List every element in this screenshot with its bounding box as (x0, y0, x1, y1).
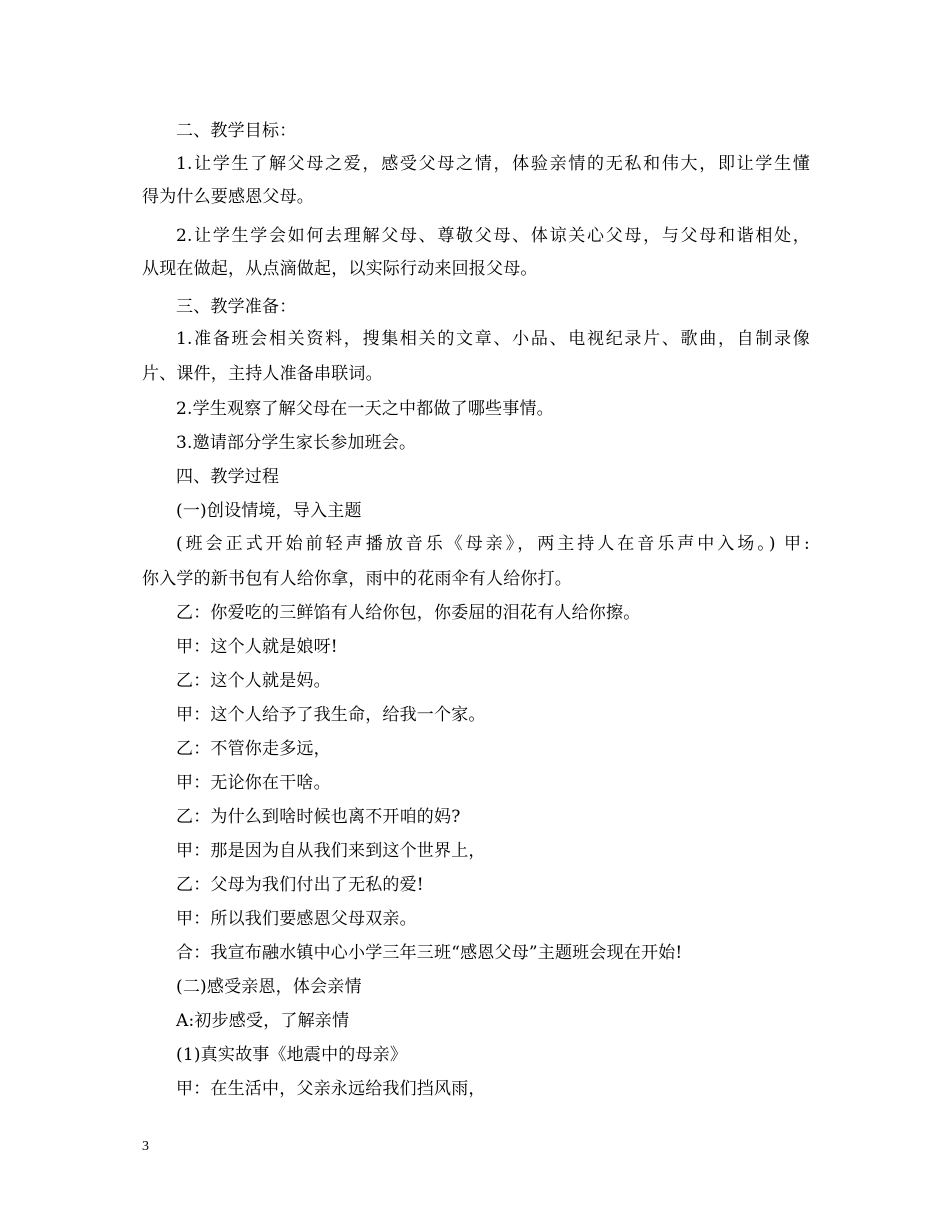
paragraph-line: 得为什么要感恩父母。 (142, 187, 314, 207)
paragraph-line: 2.让学生学会如何去理解父母、尊敬父母、体谅关心父母，与父母和谐相处， (176, 226, 810, 246)
dialogue-line: 甲：这个人就是娘呀! (176, 637, 338, 657)
dialogue-line: 乙：不管你走多远， (176, 739, 331, 759)
paragraph-line: (班会正式开始前轻声播放音乐《母亲》，两主持人在音乐声中入场。) 甲: (176, 534, 810, 554)
section-heading-objectives: 二、教学目标： (176, 121, 297, 141)
paragraph-line: 2.学生观察了解父母在一天之中都做了哪些事情。 (176, 399, 554, 419)
paragraph-line: 1.准备班会相关资料，搜集相关的文章、小品、电视纪录片、歌曲，自制录像 (176, 329, 810, 349)
dialogue-line: 甲：在生活中，父亲永远给我们挡风雨， (176, 1079, 486, 1099)
subsection-heading: (1)真实故事《地震中的母亲》 (176, 1045, 408, 1065)
dialogue-line: 甲：所以我们要感恩父母双亲。 (176, 909, 417, 929)
page-number: 3 (142, 1139, 149, 1154)
dialogue-line: 甲：这个人给予了我生命，给我一个家。 (176, 705, 486, 725)
paragraph-line: 从现在做起，从点滴做起，以实际行动来回报父母。 (142, 259, 538, 279)
section-heading-process: 四、教学过程 (176, 467, 280, 487)
dialogue-line: 乙：父母为我们付出了无私的爱! (176, 875, 424, 895)
dialogue-line: 甲：那是因为自从我们来到这个世界上， (176, 841, 486, 861)
subsection-heading: (二)感受亲恩，体会亲情 (176, 977, 362, 997)
section-heading-preparation: 三、教学准备： (176, 297, 297, 317)
paragraph-line: 你入学的新书包有人给你拿，雨中的花雨伞有人给你打。 (142, 569, 572, 589)
paragraph-line: 1.让学生了解父母之爱，感受父母之情，体验亲情的无私和伟大，即让学生懂 (176, 154, 810, 174)
subsection-heading: (一)创设情境，导入主题 (176, 501, 362, 521)
dialogue-line: 乙：这个人就是妈。 (176, 671, 331, 691)
dialogue-line: 乙：为什么到啥时候也离不开咱的妈? (176, 807, 461, 827)
dialogue-line: 甲：无论你在干啥。 (176, 773, 331, 793)
paragraph-line: 3.邀请部分学生家长参加班会。 (176, 433, 417, 453)
paragraph-line: 片、课件，主持人准备串联词。 (142, 364, 383, 384)
dialogue-line: 合：我宣布融水镇中心小学三年三班“感恩父母”主题班会现在开始! (176, 943, 683, 963)
dialogue-line: 乙：你爱吃的三鲜馅有人给你包，你委屈的泪花有人给你擦。 (176, 603, 641, 623)
subsection-heading: A:初步感受，了解亲情 (176, 1011, 350, 1031)
